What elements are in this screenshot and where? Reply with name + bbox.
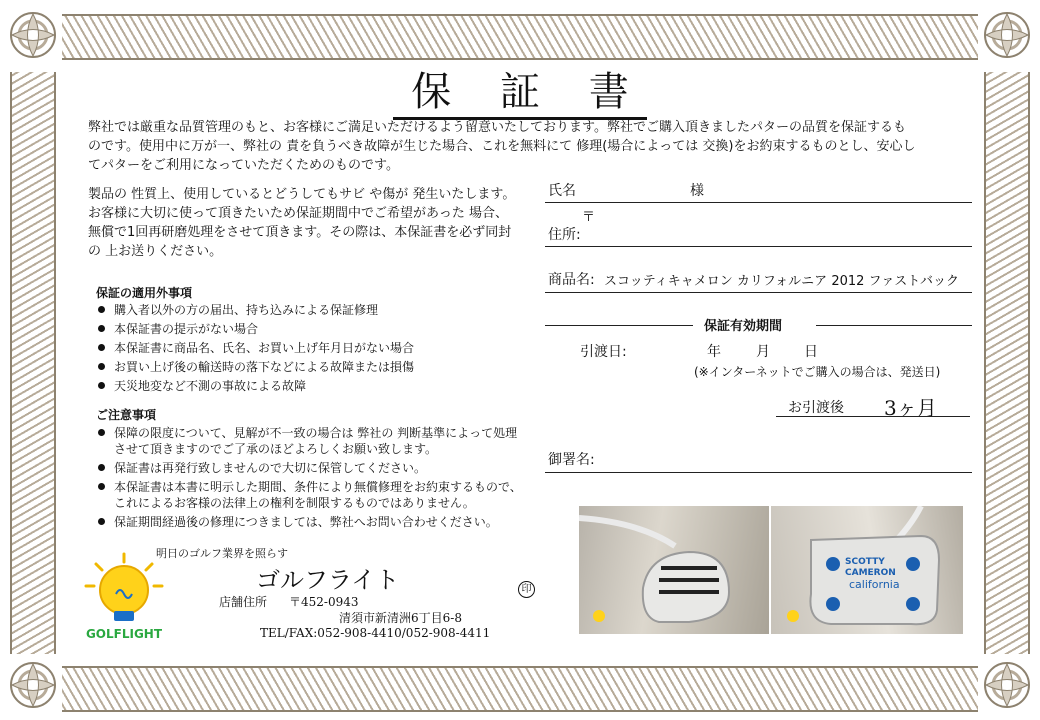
- period-underline: [776, 416, 970, 417]
- product-label: 商品名:: [548, 272, 595, 288]
- list-item: 保証書は再発行致しませんので大切に保管してください。: [96, 460, 526, 476]
- corner-ornament: [978, 656, 1036, 714]
- delivery-label: 引渡日:: [580, 344, 627, 360]
- logo-text: GOLFLIGHT: [85, 627, 163, 641]
- decorative-border-right: [984, 72, 1030, 654]
- warranty-heading: 保証有効期間: [704, 319, 783, 334]
- product-field-line: [545, 292, 972, 293]
- putter-photo-back: [579, 506, 769, 634]
- product-value: スコッティキャメロン カリフォルニア 2012 ファストバック: [604, 274, 960, 289]
- list-item: 保障の限度について、見解が不一致の場合は 弊社の 判断基準によって処理させて頂きますのでご了承のほどよろしくお願い致します。: [96, 425, 526, 457]
- company-name: ゴルフライト: [256, 566, 400, 594]
- corner-ornament: [978, 6, 1036, 64]
- page-title: [0, 60, 1040, 117]
- day-label: 日: [804, 344, 818, 360]
- period-label: お引渡後: [788, 400, 844, 416]
- period-value: 3ヶ月: [884, 396, 937, 420]
- corner-ornament: [4, 656, 62, 714]
- company-address: 清須市新清洲6丁目6-8: [339, 611, 462, 625]
- list-item: 本保証書に商品名、氏名、お買い上げ年月日がない場合: [96, 340, 526, 356]
- name-field-line[interactable]: [545, 202, 972, 203]
- company-tagline: 明日のゴルフ業界を照らす: [156, 547, 288, 560]
- address-label-company: 店舗住所: [219, 595, 268, 609]
- cautions-heading: ご注意事項: [96, 408, 157, 422]
- decorative-border-left: [10, 72, 56, 654]
- list-item: 本保証書は本書に明示した期間、条件により無償修理をお約束するもので、これによるお客様の法律上の権利を制限するものではありません。: [96, 479, 526, 511]
- delivery-note: (※インターネットでご購入の場合は、発送日): [694, 365, 941, 379]
- photo-label: SCOTTY: [845, 557, 885, 567]
- photo-label: california: [849, 578, 900, 591]
- company-tel: TEL/FAX:052-908-4410/052-908-4411: [260, 626, 491, 640]
- list-item: 本保証書の提示がない場合: [96, 321, 526, 337]
- address-label: 住所:: [548, 227, 581, 243]
- signature-field-line[interactable]: [545, 472, 972, 473]
- name-label: 氏名: [548, 183, 576, 199]
- cautions-list: [96, 425, 526, 533]
- golflight-logo: [80, 550, 168, 646]
- signature-label: 御署名:: [548, 452, 595, 468]
- exclusions-list: [96, 302, 526, 397]
- decorative-border-bottom: [62, 666, 978, 712]
- exclusions-heading: 保証の適用外事項: [96, 286, 193, 300]
- list-item: 保証期間経過後の修理につきましては、弊社へお問い合わせください。: [96, 514, 526, 530]
- notice-paragraph: 製品の 性質上、使用しているとどうしてもサビ や傷が 発生いたします。お客様に大切に使って頂きたいため保証期間中でご希望があった 場合、無償で1回再研磨処理をさせて頂きます。その際は、本保証書を必ず同封の 上お送りください。: [88, 187, 516, 259]
- seal-mark: 印: [518, 581, 535, 598]
- list-item: お買い上げ後の輸送時の落下などによる故障または損傷: [96, 359, 526, 375]
- list-item: 購入者以外の方の届出、持ち込みによる保証修理: [96, 302, 526, 318]
- decorative-border-top: [62, 14, 978, 60]
- postal-mark: 〒: [582, 210, 596, 225]
- address-field-line[interactable]: [545, 246, 972, 247]
- photo-label: CAMERON: [845, 568, 896, 578]
- name-suffix: 様: [690, 183, 704, 199]
- corner-ornament: [4, 6, 62, 64]
- company-postal: 〒452-0943: [289, 595, 359, 609]
- divider: [816, 325, 972, 326]
- divider: [545, 325, 693, 326]
- title-text: 保 証 書: [393, 69, 646, 120]
- intro-paragraph: 弊社では厳重な品質管理のもと、お客様にご満足いただけるよう留意いたしております。弊社でご購入頂きましたパターの品質を保証するものです。使用中に万が一、弊社の 責を負うべき故障が生じた場合、これを無料にて 修理(場合によっては 交換)をお約束するものとし、安心してパターをご利用になっていただくためのものです。: [88, 120, 916, 173]
- year-label: 年: [707, 344, 721, 360]
- putter-photo-face: [771, 506, 963, 634]
- month-label: 月: [756, 344, 770, 360]
- list-item: 天災地変など不測の事故による故障: [96, 378, 526, 394]
